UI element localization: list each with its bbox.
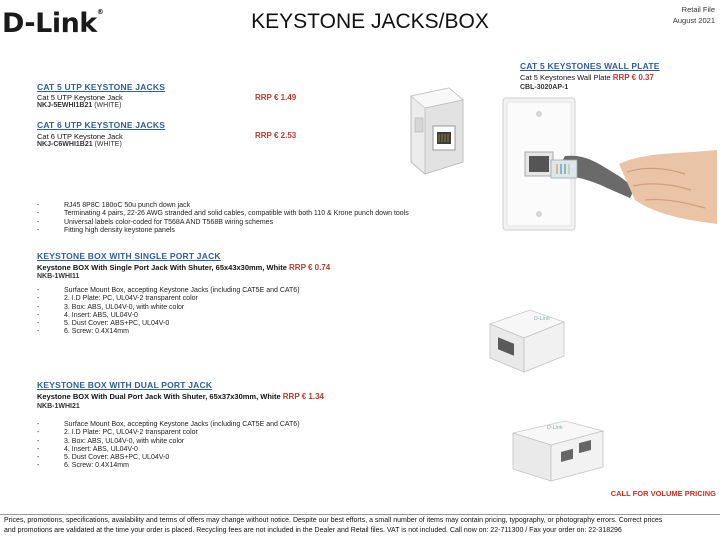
list-item: - Universal labels color-coded for T568A AND T568B wiring schemes	[37, 219, 409, 227]
cat5-jacks-title: CAT 5 UTP KEYSTONE JACKS	[37, 82, 166, 92]
list-item: - RJ45 8P8C 180oC 50u punch down jack	[37, 202, 409, 210]
cat5-jack-name: Cat 5 UTP Keystone Jack	[37, 93, 123, 102]
footer-disclaimer: Prices, promotions, specifications, availability and terms of offers may change without notice. Despite our best efforts, a small number of items may contain pricing, typography, or photography errors. Correct prices and promotions are validated at the time your order is placed. Recycling fees are not included in the Dealer and Retail files. VAT is not included. Call now on: 22-711300 / Fax your order on: 22-318296	[4, 517, 663, 534]
retail-file-label: Retail File August 2021	[672, 5, 715, 25]
list-item: - Surface Mount Box, accepting Keystone Jacks (including CAT5E and CAT6)	[37, 421, 300, 429]
dual-box-price: RRP € 1.34	[282, 392, 324, 401]
cat6-jack-price: RRP € 2.53	[255, 131, 297, 140]
list-item: - 2. I.D Plate: PC, UL04V-2 transparent color	[37, 295, 300, 303]
single-box-price: RRP € 0.74	[289, 263, 331, 272]
wall-plate-code: CBL-3020AP-1	[520, 84, 569, 91]
cat6-jack-code: NKJ-C6WHI1B21 (WHITE)	[37, 141, 122, 148]
svg-text:D-Link: D-Link	[534, 316, 550, 322]
cat5-jack-code: NKJ-5EWHI1B21 (WHITE)	[37, 102, 122, 109]
volume-pricing-note: CALL FOR VOLUME PRICING	[610, 489, 716, 498]
list-item: - 4. Insert: ABS, UL04V-0	[37, 446, 300, 454]
dlink-logo: D-Link®	[2, 8, 104, 39]
list-item: - 6. Screw: 0.4X14mm	[37, 462, 300, 470]
single-box-name: Keystone BOX With Single Port Jack With Shuter, 65x43x30mm, White RRP € 0.74	[37, 263, 331, 272]
jack-features-list	[37, 202, 409, 235]
list-item: - 6. Screw: 0.4X14mm	[37, 328, 300, 336]
list-item: - Fitting high density keystone panels	[37, 227, 409, 235]
dual-box-image	[505, 415, 610, 487]
svg-text:D-Link: D-Link	[547, 425, 563, 431]
single-box-features-list	[37, 287, 300, 337]
wall-plate-image	[495, 94, 717, 240]
list-item: - 3. Box: ABS, UL04V-0, with white color	[37, 438, 300, 446]
dual-box-code: NKB-1WHI21	[37, 403, 80, 410]
cat6-jacks-title: CAT 6 UTP KEYSTONE JACKS	[37, 120, 166, 130]
wall-plate-price: RRP € 0.37	[612, 73, 654, 82]
single-box-image	[480, 300, 570, 380]
cat5-jack-price: RRP € 1.49	[255, 93, 297, 102]
list-item: - Terminating 4 pairs, 22-26 AWG stranded and solid cables, compatible with both 110 & Krone punch down tools	[37, 210, 409, 218]
list-item: - 4. Insert: ABS, UL04V-0	[37, 312, 300, 320]
single-box-title: KEYSTONE BOX WITH SINGLE PORT JACK	[37, 251, 221, 261]
page-title: KEYSTONE JACKS/BOX	[251, 10, 489, 33]
list-item: - 2. I.D Plate: PC, UL04V-2 transparent color	[37, 429, 300, 437]
dual-box-title: KEYSTONE BOX WITH DUAL PORT JACK	[37, 380, 213, 390]
cat6-jack-name: Cat 6 UTP Keystone Jack	[37, 132, 123, 141]
wall-plate-title: CAT 5 KEYSTONES WALL PLATE	[520, 61, 660, 71]
single-box-code: NKB-1WHI11	[37, 273, 80, 280]
dual-box-name: Keystone BOX With Dual Port Jack With Shuter, 65x37x30mm, White RRP € 1.34	[37, 392, 324, 401]
keystone-jack-image	[393, 82, 473, 182]
list-item: - 3. Box: ABS, UL04V-0, with white color	[37, 304, 300, 312]
page-header	[0, 0, 720, 44]
dual-box-features-list	[37, 421, 300, 471]
list-item: - Surface Mount Box, accepting Keystone Jacks (including CAT5E and CAT6)	[37, 287, 300, 295]
list-item: - 5. Dust Cover: ABS+PC, UL04V-0	[37, 320, 300, 328]
wall-plate-name: Cat 5 Keystones Wall Plate RRP € 0.37	[520, 73, 654, 82]
list-item: - 5. Dust Cover: ABS+PC, UL04V-0	[37, 454, 300, 462]
